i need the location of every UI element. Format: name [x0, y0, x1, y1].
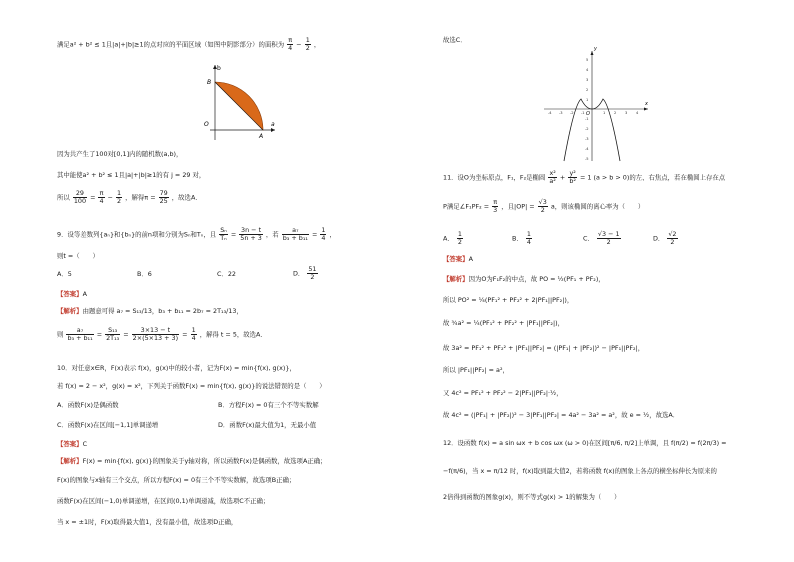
x-tick-label: -3 — [559, 111, 563, 115]
text: = 1 (a > b > 0)的左、右焦点，若在椭圆上存在点 — [579, 173, 726, 182]
frac-den: 2 — [670, 238, 675, 247]
frac-den: 2T₁₃ — [106, 334, 120, 343]
text: 由题意可得 a₇ = S₁₃/13，b₃ + b₁₁ = 2b₇ = 2T₁₃/13， — [82, 307, 243, 315]
punct: ， — [313, 40, 321, 49]
q10-option-c: C．函数F(x)在区间[−1,1]单调递增 — [57, 421, 159, 429]
frac-den: b₃ + b₁₁ — [282, 234, 308, 243]
frac-den: 2 — [457, 238, 462, 247]
q11-solution-line2: 所以 PO² = ¼(PF₁² + PF₂² + 2|PF₁||PF₂|)， — [443, 296, 574, 304]
text: ，故选A． — [171, 193, 202, 202]
right-column — [397, 0, 777, 562]
frac — [320, 227, 326, 242]
q11-answer — [443, 256, 473, 263]
q10-option-a: A．函数F(x)是偶函数 — [57, 401, 119, 409]
text: 所以 — [57, 193, 70, 202]
q10-solution-line1 — [57, 458, 327, 465]
frac-num: 1 — [117, 189, 122, 197]
text: A． — [443, 234, 454, 243]
frac — [307, 266, 317, 281]
q9-option-a: A．5 — [57, 270, 72, 278]
text: = — [230, 230, 237, 239]
frac-den: 5n + 3 — [240, 234, 262, 243]
frac-den: b₃ + b₁₁ — [67, 334, 93, 343]
text: ， — [329, 230, 336, 239]
frac-den: 100 — [73, 197, 87, 206]
frac — [667, 231, 677, 246]
label-O: O — [586, 111, 590, 117]
text: ，若 — [265, 230, 279, 239]
q12-stem-line2: −f(π/6)，当 x = π/12 时，f(x)取到最大值2，若将函数 f(x)的图象上各点的横坐标伸长为原来的 — [443, 467, 717, 475]
q10-solution-line4: 当 x = ±1时，F(x)取得最大值1，没有最小值，故选项D正确， — [57, 518, 238, 526]
frac-den: 2 — [117, 197, 122, 206]
text: + — [559, 173, 566, 182]
q11-option-d — [653, 231, 679, 246]
q9-answer — [57, 291, 87, 298]
frac — [159, 190, 169, 205]
left-column — [0, 0, 380, 562]
frac-num: 51 — [308, 265, 317, 273]
text: = — [96, 330, 103, 339]
label-y: y — [594, 46, 597, 52]
text: C． — [583, 234, 594, 243]
x-tick-label: 3 — [625, 111, 628, 115]
text: D． — [293, 269, 305, 278]
a-axis-arrow — [271, 128, 275, 132]
label-a: a — [271, 121, 275, 128]
q9-stem — [57, 227, 336, 242]
y-tick-label: 5 — [586, 58, 589, 62]
y-tick-label: -1 — [585, 117, 589, 121]
frac — [105, 327, 120, 342]
frac-den: 4 — [99, 197, 104, 206]
y-tick-label: -5 — [585, 157, 589, 161]
frac-num: 29 — [73, 190, 87, 198]
frac-num: π — [493, 198, 498, 206]
q11-solution-line3: 故 ¾a² = ¼(PF₁² + PF₂² + |PF₁||PF₂|)， — [443, 319, 565, 327]
frac — [548, 170, 556, 185]
frac-num: π — [99, 189, 104, 197]
frac-num: a₇ — [282, 227, 309, 235]
q9-option-b: B．6 — [137, 270, 152, 278]
q8-line4 — [57, 190, 202, 205]
y-tick-label: 4 — [586, 68, 589, 72]
frac-num: 79 — [159, 189, 168, 197]
y-tick-label: -3 — [585, 137, 589, 141]
label-A: A — [259, 133, 264, 140]
quarter-circle-region-figure — [195, 60, 280, 145]
text: 因为O为F₁F₂的中点，故 PO = ½(PF₁ + PF₂)， — [468, 275, 605, 283]
frac — [597, 231, 621, 246]
text: − — [107, 193, 113, 202]
text: 则 — [57, 330, 64, 339]
text: [π/6, π/2]上单调，且 f(π/2) = f(2π/3) = — [607, 439, 727, 447]
solution-tag: 【解析】 — [443, 275, 469, 283]
q8-line3: 其中能使a² + b² ≤ 1且|a|+|b|≥1的有 j = 29 对， — [57, 171, 206, 179]
frac-den: 4 — [526, 238, 531, 247]
frac-num: √3 — [538, 198, 547, 206]
right-top-line: 故选C． — [443, 36, 467, 44]
answer-tag: 【答案】 — [443, 255, 469, 263]
frac-den: b² — [569, 177, 576, 186]
q8-area-frac1 — [287, 37, 293, 52]
frac-num: 3n − t — [241, 226, 262, 234]
q11-option-b — [512, 231, 533, 246]
q9-option-c: C．22 — [217, 270, 236, 278]
q9-solution-line2 — [57, 327, 267, 342]
frac — [116, 190, 122, 205]
text: 9．设等差数列{aₙ}和{bₙ}的前n项和分别为Sₙ和Tₙ，且 — [57, 230, 217, 239]
frac-num: 1 — [305, 36, 310, 44]
frac-den: 2 — [540, 206, 545, 215]
q8-area-frac2 — [305, 37, 311, 52]
q11-option-c — [583, 231, 622, 246]
frac-den: 2 — [606, 238, 611, 247]
frac — [191, 327, 197, 342]
text: ，且|OP| = — [501, 202, 535, 211]
q8-line2: 因为共产生了100对[0,1]内的随机数(a,b)， — [57, 150, 183, 158]
x-tick-label: -1 — [581, 111, 585, 115]
text: = — [312, 230, 318, 239]
frac — [98, 190, 104, 205]
q11-stem-line2 — [443, 199, 644, 214]
q8-line1-text: 满足a² + b² ≤ 1且|a|+|b|≥1的点对应的平面区域（如图中阴影部分）的面积为 — [57, 40, 285, 49]
frac-den: a² — [549, 177, 556, 186]
frac — [492, 199, 498, 214]
frac — [66, 327, 93, 342]
frac-num: 1 — [457, 230, 462, 238]
q9-option-d — [293, 266, 319, 281]
frac-den: 25 — [159, 197, 168, 206]
q10-option-d: D．函数F(x)最大值为1，无最小值 — [218, 421, 317, 429]
minus-sign: − — [296, 40, 302, 49]
frac-num: √3 − 1 — [597, 230, 620, 238]
text: ，解得 t = 5，故选A． — [199, 330, 267, 339]
q9-solution-line1 — [57, 308, 243, 315]
y-tick-label: 2 — [586, 88, 589, 92]
x-tick-label: -4 — [548, 111, 552, 115]
x-tick-label: 1 — [603, 111, 606, 115]
label-b: b — [217, 65, 221, 72]
frac-den: 3 — [493, 206, 498, 215]
solution-tag: 【解析】 — [57, 307, 83, 315]
q9-then: 则t =（ ） — [57, 252, 99, 260]
q12-stem-line1 — [443, 440, 727, 447]
frac-num: π — [288, 36, 293, 44]
frac — [282, 227, 309, 242]
frac-num: √2 — [668, 230, 677, 238]
q10-option-b: B．方程F(x) = 0有三个不等实数解 — [218, 401, 319, 409]
solution-tag: 【解析】 — [57, 457, 83, 465]
q10-solution-line2: F(x)的图象与x轴有三个交点，所以方程F(x) = 0有三个不等实数解，故选项B正确； — [57, 476, 296, 484]
frac-num: Sₙ — [220, 226, 227, 234]
answer-tag: 【答案】 — [57, 440, 83, 448]
x-tick-label: -2 — [570, 111, 574, 115]
q12-stem-line3: 2倍得到函数的图象g(x)，则不等式g(x) > 1的解集为（ ） — [443, 493, 621, 501]
q10-answer — [57, 441, 87, 448]
answer-value: A — [468, 255, 473, 263]
frac-num: x² — [549, 169, 556, 177]
text: a，则该椭圆的离心率为（ ） — [550, 202, 645, 211]
frac-den: 4 — [191, 334, 196, 343]
y-tick-label: 1 — [586, 98, 589, 102]
frac-num: 3×13 − t — [132, 327, 179, 335]
text: = — [182, 330, 188, 339]
frac — [457, 231, 463, 246]
frac-num: 1 — [321, 226, 326, 234]
label-B: B — [207, 79, 212, 86]
text: 11．设O为坐标原点，F₁，F₂是椭圆 — [443, 173, 546, 182]
frac — [526, 231, 532, 246]
text: P满足∠F₁PF₂ = — [443, 202, 490, 211]
frac-den: 2 — [305, 44, 310, 53]
y-tick-label: -2 — [585, 127, 589, 131]
q11-solution-line6: 又 4c² = PF₁² + PF₂² − 2|PF₁||PF₂|·½， — [443, 389, 563, 397]
x-tick-label: 4 — [636, 111, 639, 115]
frac-num: a₇ — [66, 327, 93, 335]
text: = — [123, 330, 129, 339]
x-axis-arrow — [644, 108, 648, 111]
q11-solution-line5: 所以 |PF₁||PF₂| = a²， — [443, 366, 509, 374]
frac — [538, 199, 548, 214]
x-tick-label: 2 — [614, 111, 617, 115]
q10-solution-line3: 函数F(x)在区间(−1,0)单调递增，在区间(0,1)单调递减，故选项C不正确； — [57, 497, 270, 505]
text: B． — [512, 234, 523, 243]
frac-num: 1 — [191, 326, 196, 334]
frac-num: 1 — [526, 230, 531, 238]
label-x: x — [645, 101, 648, 107]
frac-num: S₁₃ — [105, 327, 120, 335]
frac — [219, 227, 228, 242]
q11-option-a — [443, 231, 464, 246]
frac-den: 2 — [310, 273, 315, 282]
text: = — [90, 193, 96, 202]
q11-stem-line1 — [443, 170, 725, 185]
text: D． — [653, 234, 665, 243]
text: F(x) = min{f(x), g(x)}的图象关于y轴对称，所以函数F(x)是偶函数，故选项A正确； — [82, 457, 327, 465]
q11-solution-line4: 故 3a² = PF₁² + PF₂² + |PF₁||PF₂| = (|PF₁| + |PF₂|)² − |PF₁||PF₂|， — [443, 344, 645, 352]
text: 12．设函数 f(x) = a sin ωx + b cos ωx (ω > 0)在区间 — [443, 439, 608, 447]
answer-value: A — [82, 290, 87, 298]
frac-num: y² — [569, 169, 576, 177]
frac-den: Tₙ — [220, 234, 227, 243]
q8-line1 — [57, 37, 320, 52]
frac-den: 2×(5×13 + 3) — [132, 334, 179, 343]
frac — [73, 190, 87, 205]
frac-den: 4 — [321, 234, 326, 243]
label-O: O — [204, 121, 209, 128]
text: ，解得π = — [125, 193, 156, 202]
q11-solution-line1 — [443, 276, 605, 283]
y-tick-label: 3 — [586, 78, 589, 82]
answer-value: C — [82, 440, 88, 448]
frac-den: 4 — [288, 44, 293, 53]
answer-tag: 【答案】 — [57, 290, 83, 298]
y-tick-label: -4 — [585, 147, 589, 151]
frac — [132, 327, 179, 342]
frac — [239, 227, 263, 242]
q10-stem-line1: 10．对任意x∈R，F(x)表示 f(x)，g(x)中的较小者，记为F(x) = min{f(x), g(x)}， — [57, 364, 296, 372]
frac — [568, 170, 577, 185]
q11-solution-line7: 故 4c² = (|PF₁| + |PF₂|)² − 3|PF₁||PF₂| = 4a² − 3a² = a²，故 e = ½，故选A． — [443, 411, 680, 419]
function-graph-figure — [540, 45, 652, 163]
q10-stem-line2: 若 f(x) = 2 − x²，g(x) = x²，下列关于函数F(x) = min{f(x), g(x)}的说法错误的是（ ） — [57, 382, 326, 390]
